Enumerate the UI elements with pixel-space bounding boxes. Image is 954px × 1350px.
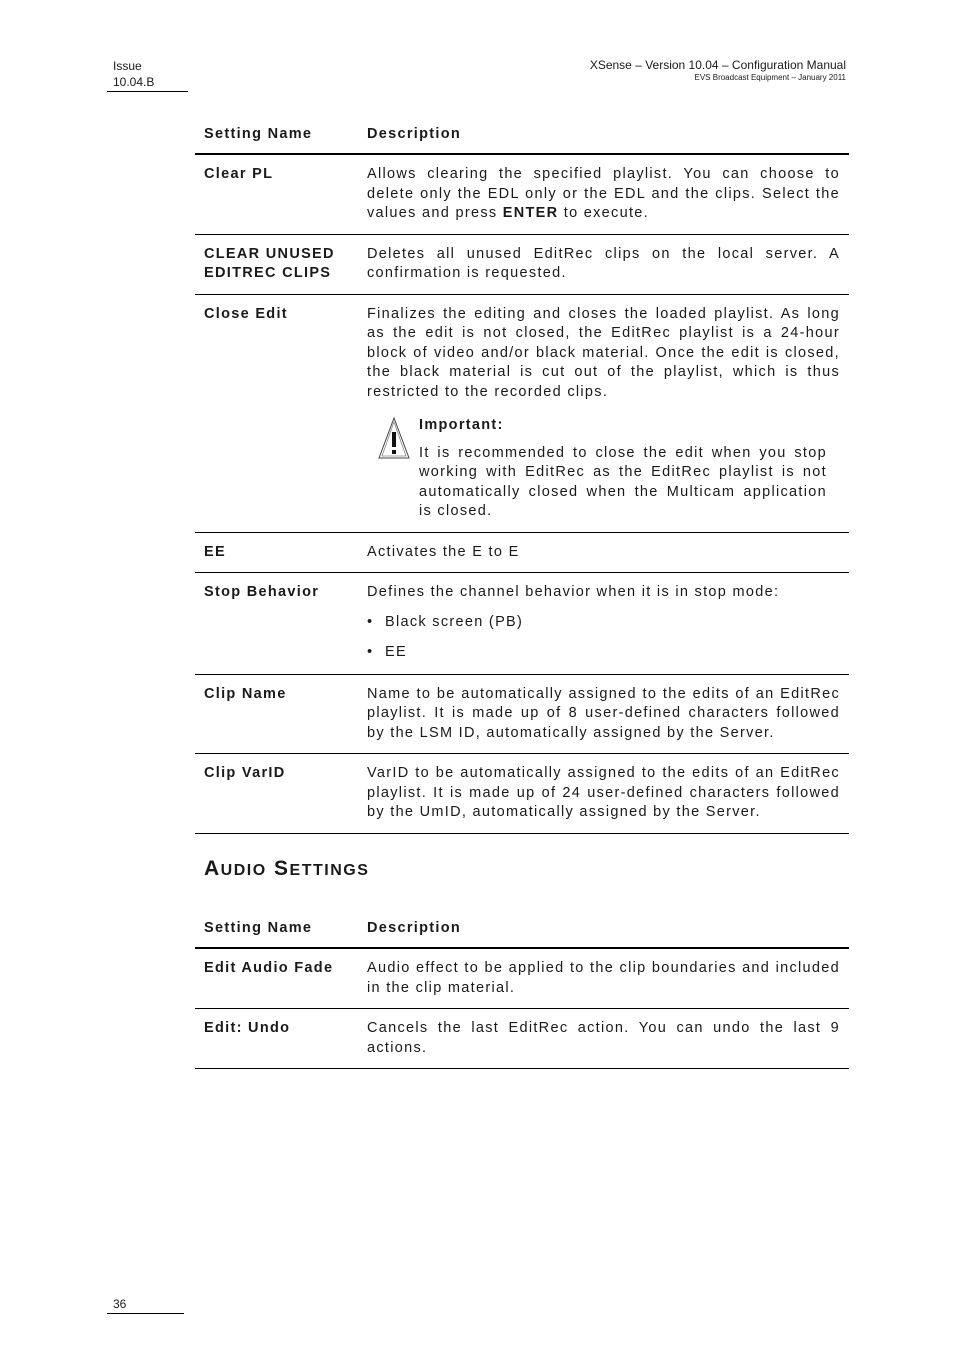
important-title: Important: — [419, 417, 504, 433]
title-smallcaps: ETTINGS — [289, 862, 370, 879]
table-row — [195, 234, 849, 294]
setting-name: Stop Behavior — [204, 584, 320, 600]
manual-subtitle: EVS Broadcast Equipment – January 2011 — [694, 73, 846, 82]
title-smallcaps: UDIO — [220, 862, 267, 879]
manual-title: XSense – Version 10.04 – Configuration Manual — [589, 58, 846, 72]
settings-table-audio — [195, 918, 849, 1069]
column-header-description: Description — [367, 126, 462, 142]
setting-name: Close Edit — [204, 305, 288, 322]
header-title-block — [590, 58, 846, 83]
desc-text-end: to execute. — [558, 205, 649, 221]
table-row — [195, 1009, 849, 1069]
setting-name — [195, 234, 358, 294]
setting-name: Clip VarID — [204, 765, 286, 781]
title-initial: S — [274, 857, 290, 880]
setting-description: Audio effect to be applied to the clip boundaries and included in the clip material. — [367, 960, 840, 996]
setting-name: EE — [204, 543, 226, 560]
table-row — [195, 154, 849, 234]
setting-description — [358, 573, 849, 675]
list-item: • EE — [367, 643, 840, 663]
column-header-setting-name: Setting Name — [204, 126, 313, 142]
setting-description: Deletes all unused EditRec clips on the local server. A confirmation is requested. — [367, 245, 840, 281]
setting-description — [358, 294, 849, 532]
issue-label: Issue — [113, 59, 142, 73]
header-issue — [113, 58, 154, 90]
title-initial: A — [204, 857, 221, 880]
setting-description — [358, 154, 849, 234]
setting-name-line: EDITREC CLIPS — [204, 265, 332, 281]
important-note — [367, 416, 840, 522]
setting-name: Clear PL — [204, 166, 274, 182]
footer-divider — [107, 1313, 184, 1314]
desc-text: Finalizes the editing and closes the loaded playlist. As long as the edit is not closed, the EditRec playlist is a 24-hour block of video and/or black material. Once the edit is closed, the black material is cut out of the playlist, which is thus restricted to the recorded clips. — [367, 305, 840, 400]
important-text: It is recommended to close the edit when you stop working with EditRec as the EditRec playlist is not automatically closed when the Multicam application is closed. — [419, 444, 827, 519]
issue-number: 10.04.B — [113, 75, 155, 89]
desc-text: Defines the channel behavior when it is in stop mode: — [367, 584, 780, 600]
setting-name: Edit: Undo — [204, 1020, 291, 1036]
section-title-audio-settings — [204, 857, 369, 881]
desc-key: ENTER — [502, 205, 559, 221]
table-row — [195, 294, 849, 532]
warning-icon — [377, 416, 411, 460]
table-header-row — [195, 124, 849, 154]
list-item: • Black screen (PB) — [367, 613, 840, 633]
table-header-row — [195, 918, 849, 948]
page-number: 36 — [113, 1297, 127, 1311]
table-row — [195, 754, 849, 834]
table-row — [195, 573, 849, 675]
setting-name-line: CLEAR UNUSED — [204, 245, 335, 262]
table-row — [195, 532, 849, 573]
setting-name: Clip Name — [204, 685, 287, 702]
setting-description: Activates the E to E — [367, 543, 520, 560]
column-header-description: Description — [367, 920, 462, 936]
setting-name: Edit Audio Fade — [204, 960, 334, 976]
column-header-setting-name: Setting Name — [204, 920, 313, 936]
table-row — [195, 674, 849, 754]
settings-table-editrec — [195, 124, 849, 834]
desc-text: Allows clearing the specified playlist. You can choose to delete only the EDL only or the EDL and the clips. Select the values and press — [367, 166, 840, 221]
setting-description: Name to be automatically assigned to the edits of an EditRec playlist. It is made up of 8 user-defined characters followed by the LSM ID, automatically assigned by the Server. — [367, 685, 840, 741]
setting-description: VarID to be automatically assigned to the edits of an EditRec playlist. It is made up of 24 user-defined characters followed by the UmID, automatically assigned by the Server. — [367, 765, 840, 820]
header-divider — [107, 91, 188, 92]
setting-description: Cancels the last EditRec action. You can undo the last 9 actions. — [367, 1020, 840, 1056]
table-row — [195, 948, 849, 1009]
important-body — [419, 416, 827, 522]
bullet-list — [367, 613, 840, 663]
